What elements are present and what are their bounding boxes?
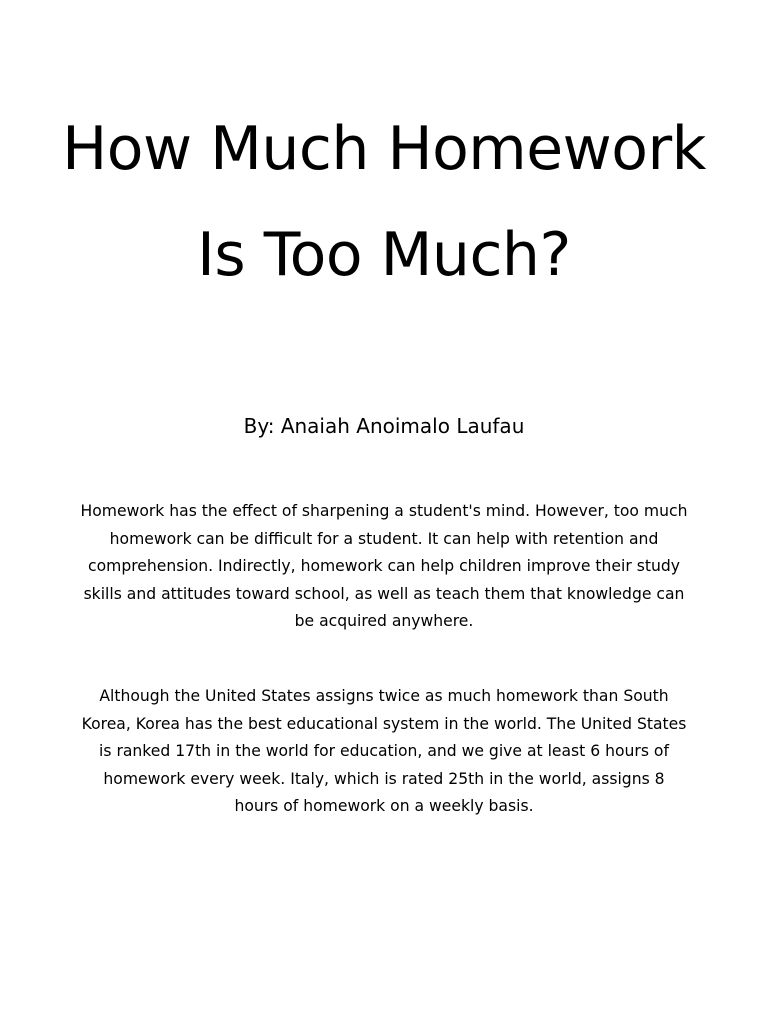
body-paragraph-1: Homework has the effect of sharpening a student's mind. However, too much homework can be difficult for a student. It can help with retention and comprehension. Indirectly, homework can help children improve their study skills and attitudes toward school, as well as teach them that knowledge can be acquired anywhere. bbox=[80, 502, 688, 630]
body-paragraph-2: Although the United States assigns twice as much homework than South Korea, Korea has the best educational system in the world. The United States is ranked 17th in the world for education, and we give at least 6 hours of homework every week. Italy, which is rated 25th in the world, assigns 8 hours of homework on a weekly basis. bbox=[81, 687, 687, 815]
document-title: How Much Homework Is Too Much? bbox=[62, 114, 706, 290]
author-byline: By: Anaiah Anoimalo Laufau bbox=[243, 414, 525, 438]
